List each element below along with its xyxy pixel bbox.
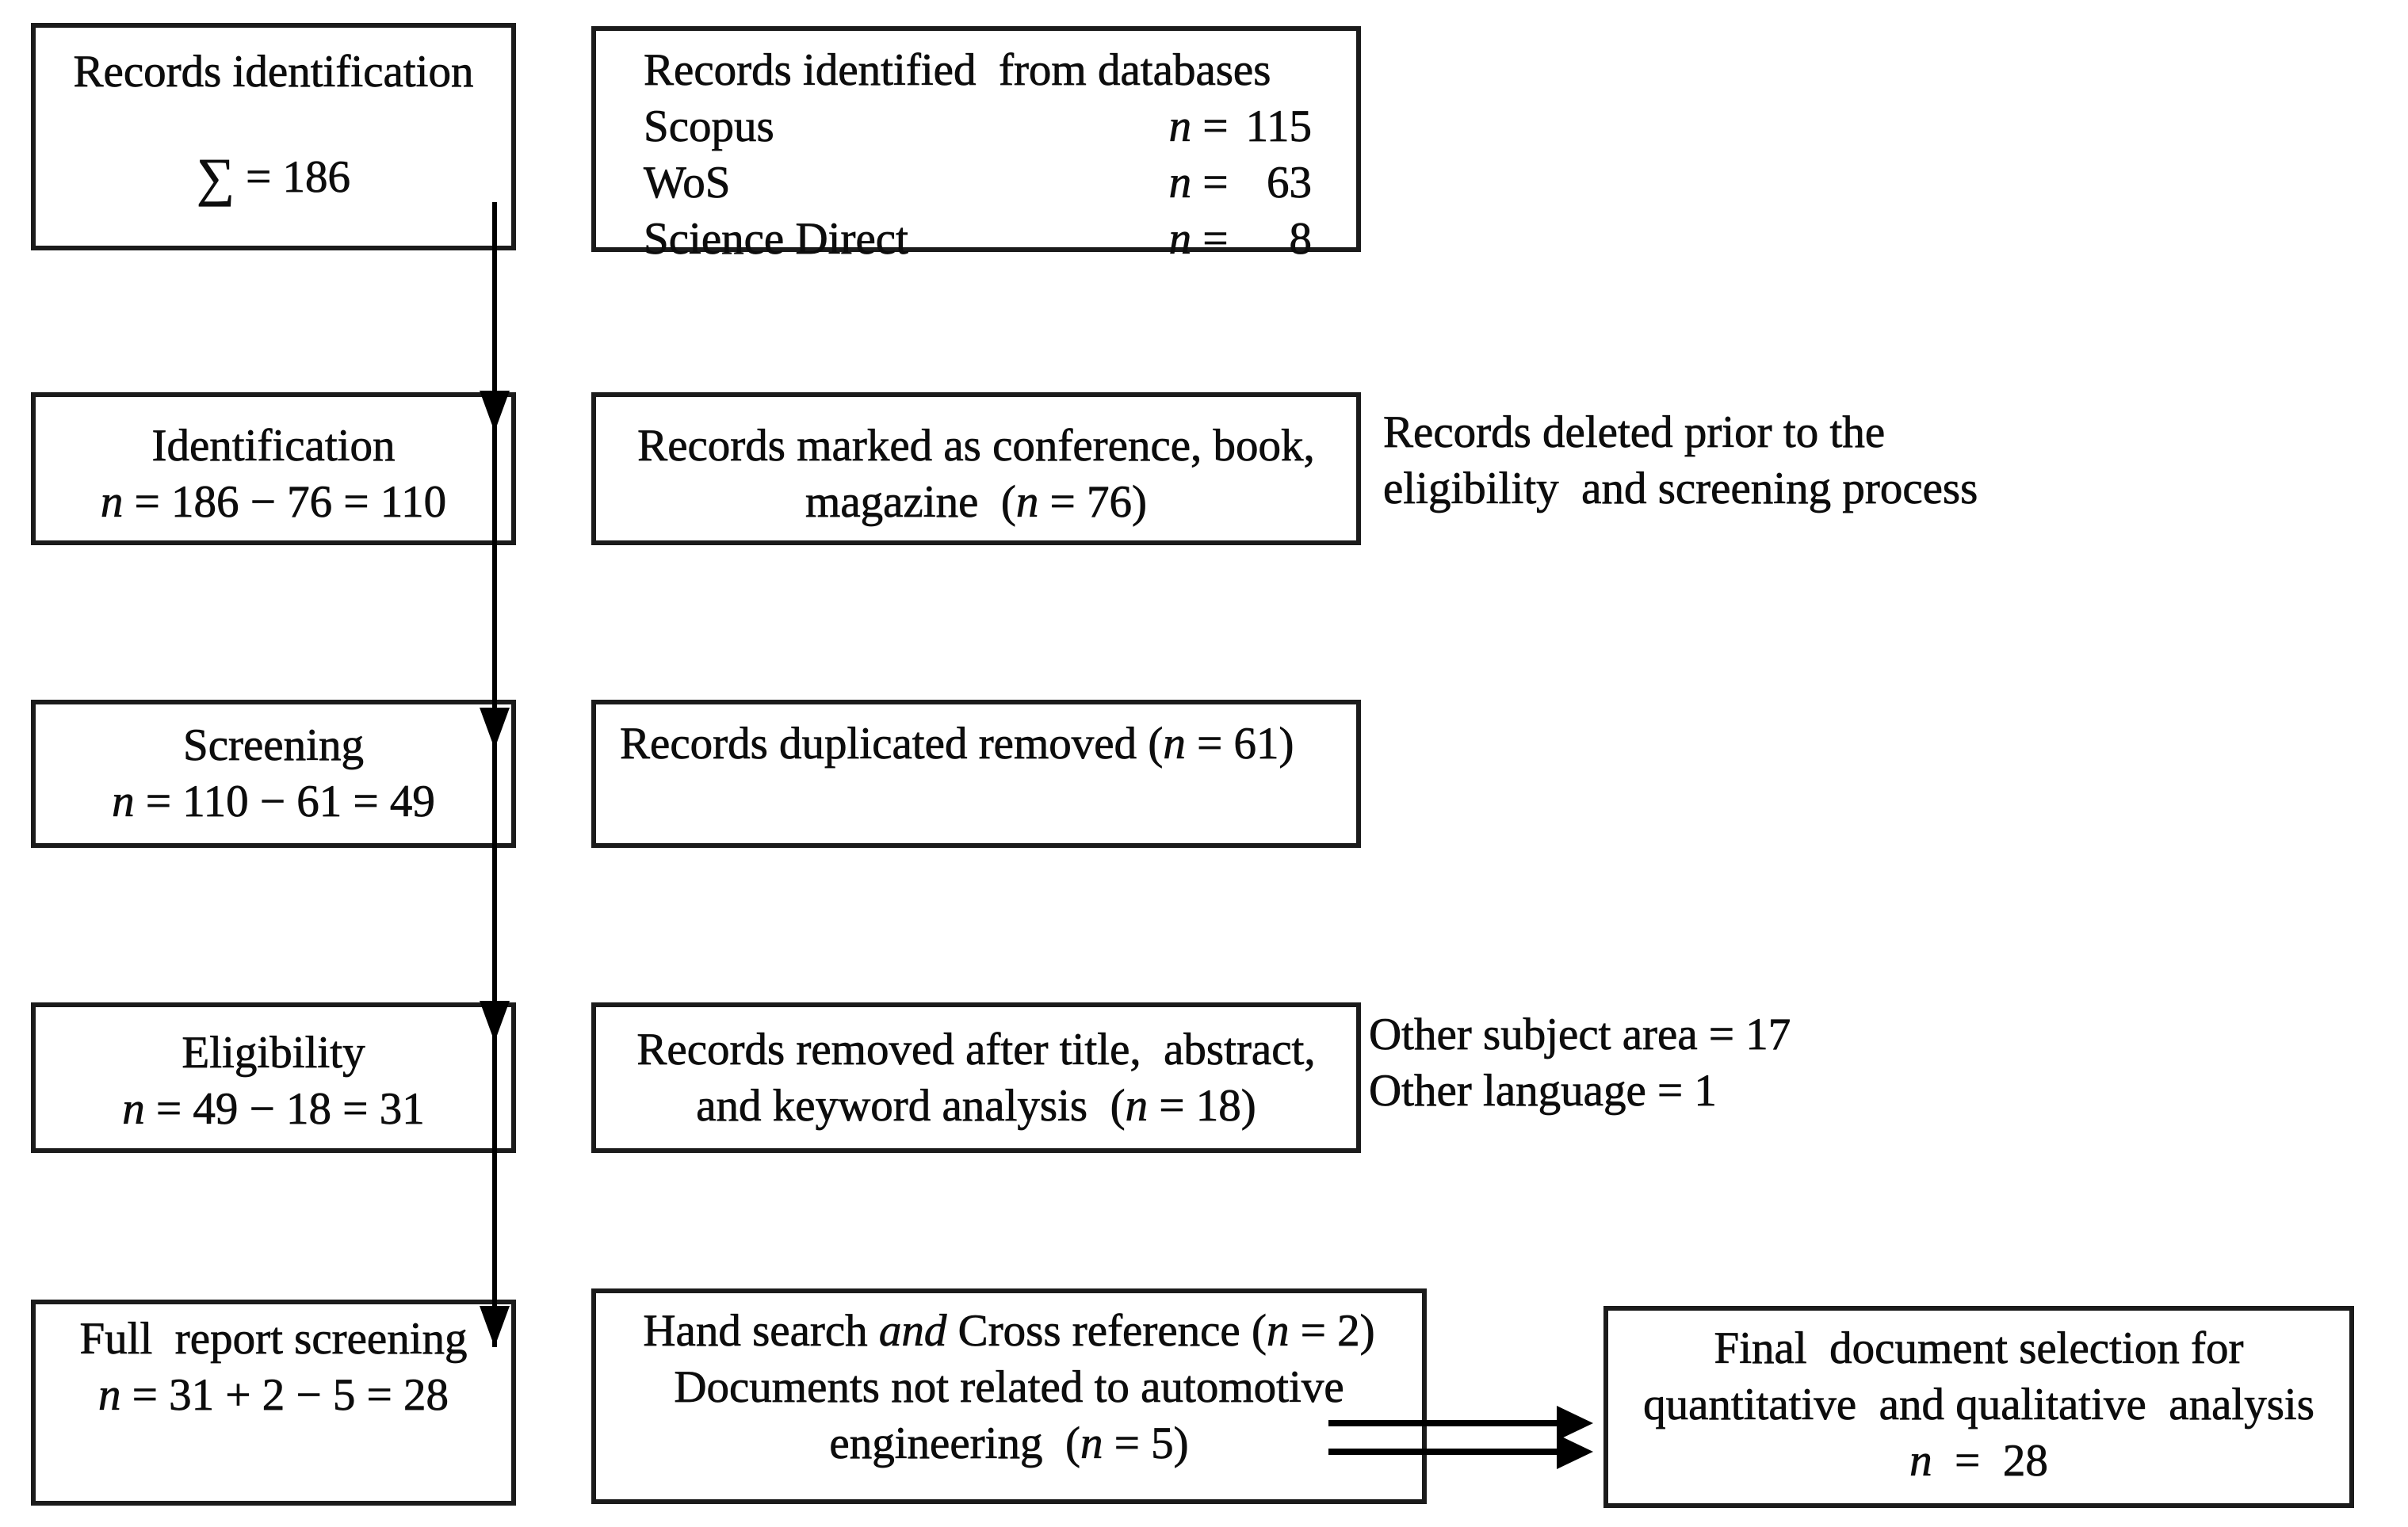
note-records-deleted [1383, 404, 2065, 517]
box-duplicates-removed [591, 700, 1361, 848]
box-final-selection [1603, 1306, 2354, 1508]
note-line: Records deleted prior to the [1383, 407, 1886, 457]
arrow-down-icon [480, 708, 510, 749]
box-records-removed-analysis [591, 1002, 1361, 1153]
arrow-down-icon [480, 1306, 510, 1347]
database-count: n = 63 [1169, 155, 1312, 211]
count-formula: n = 28 [1909, 1436, 2048, 1486]
box-identification [31, 392, 516, 545]
box-title: Full report screening [79, 1314, 468, 1364]
note-line: Records marked as conference, book, [637, 421, 1315, 471]
note-line: magazine (n = 76) [805, 477, 1147, 527]
box-records-marked [591, 392, 1361, 545]
note-line: Records duplicated removed (n = 61) [620, 719, 1294, 769]
note-line: quantitative and qualitative analysis [1643, 1380, 2314, 1430]
count-value: 63 [1267, 158, 1312, 208]
count-value: 115 [1245, 101, 1312, 151]
database-label: Science Direct [644, 214, 908, 264]
box-records-identification [31, 23, 516, 250]
count-formula: n = 49 − 18 = 31 [122, 1084, 425, 1134]
arrow-right-icon [1557, 1434, 1593, 1469]
note-line: Other subject area = 17 [1369, 1010, 1791, 1059]
database-count: n = 115 [1169, 98, 1312, 155]
box-full-report-screening [31, 1300, 516, 1506]
note-line: Final document selection for [1714, 1323, 2244, 1373]
arrow-down-icon [480, 391, 510, 432]
note-exclusion-reasons [1369, 1006, 1876, 1119]
arrow-down-icon [480, 1001, 510, 1042]
note-line: eligibility and screening process [1383, 464, 1978, 513]
note-line: and keyword analysis (n = 18) [696, 1081, 1256, 1131]
box-title: Identification [151, 421, 396, 471]
note-line: Records removed after title, abstract, [636, 1025, 1316, 1075]
count-formula: n = 110 − 61 = 49 [112, 777, 435, 826]
count-formula: n = 31 + 2 − 5 = 28 [97, 1370, 449, 1420]
count-value: 8 [1289, 214, 1312, 264]
sum-formula: ∑ = 186 [196, 147, 351, 208]
database-row-science-direct [644, 211, 1312, 267]
arrow-right-shaft [1328, 1449, 1560, 1455]
box-databases [591, 26, 1361, 264]
database-row-scopus [644, 98, 1312, 155]
note-line: Hand search and Cross reference (n = 2) [643, 1306, 1375, 1356]
box-title: Records identification [73, 47, 474, 97]
box-screening [31, 700, 516, 848]
databases-header: Records identified from databases [644, 45, 1271, 95]
database-row-wos [644, 155, 1312, 211]
box-hand-search [591, 1288, 1427, 1504]
vertical-flow-line [492, 202, 497, 1347]
database-count: n = 8 [1169, 211, 1312, 267]
database-label: WoS [644, 158, 731, 208]
note-line: engineering (n = 5) [829, 1418, 1189, 1468]
database-label: Scopus [644, 101, 774, 151]
note-line: Other language = 1 [1369, 1066, 1717, 1116]
box-eligibility [31, 1002, 516, 1153]
arrow-right-shaft [1328, 1420, 1560, 1426]
box-title: Screening [183, 720, 364, 770]
box-title: Eligibility [182, 1028, 365, 1078]
note-line: Documents not related to automotive [674, 1362, 1344, 1412]
count-formula: n = 186 − 76 = 110 [100, 477, 447, 527]
